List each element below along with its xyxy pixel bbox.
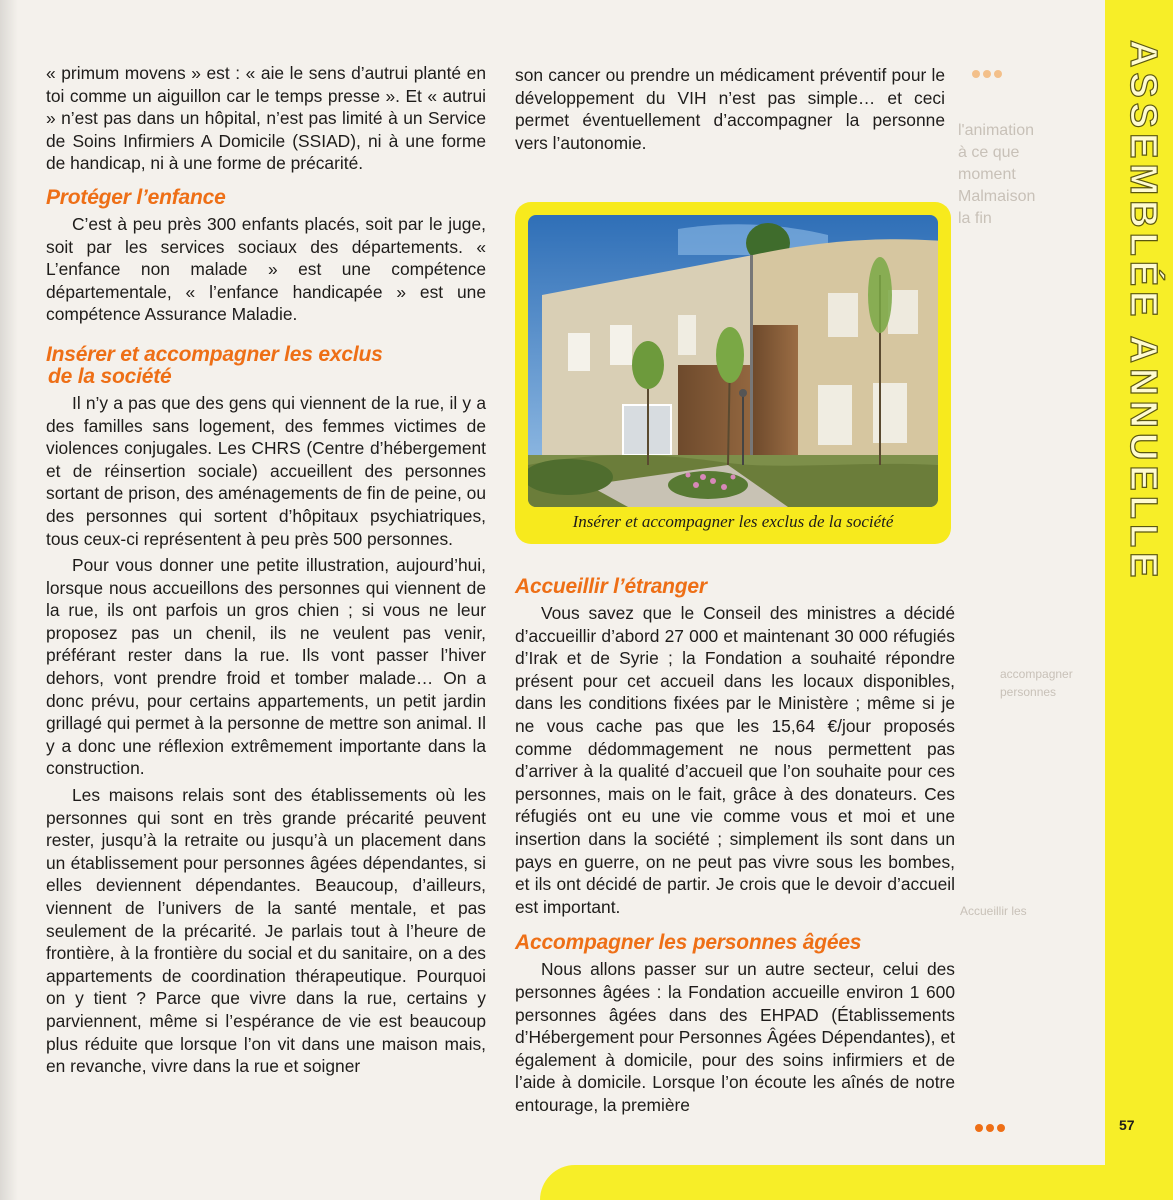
show-through-text: accompagner personnes (1000, 667, 1073, 699)
paragraph: Les maisons relais sont des établissements où les personnes qui sont en très grande précarité peuvent rester, jusqu’à la retraite ou jusqu’à un placement dans un établissement pour personnes âgées dépendantes, si elles deviennent dépendantes. Beaucoup, d’ailleurs, viennent de l’univers de la santé mentale, et pas seulement de la précarité. Je parlais tout à l’heure de frontière, à la frontière du social et du sanitaire, on a des appartements de coordination thérapeutique. Pourquoi on y tient ? Parce que vivre dans la rue, certains y parviennent, même si l’espérance de vie est beaucoup plus réduite que lorsque l’on vit dans une maison mais, en revanche, vivre dans la rue et soigner (46, 785, 486, 1077)
heading-line: Insérer et accompagner les exclus (46, 342, 383, 366)
building-photo (528, 215, 938, 507)
page-number: 57 (1119, 1117, 1135, 1133)
paragraph: Il n’y a pas que des gens qui viennent de la rue, il y a des familles sans logement, des femmes victimes de violences conjugales. Les CHRS (Centre d’hébergement et de réinsertion sociale) accueillent des personnes sortant de prison, des aménagements de fin de peine, ou des personnes qui sortent d’hôpitaux psychiatriques, tous ceux-ci représentent à peu près 500 personnes. (46, 392, 486, 549)
continuation-paragraph: son cancer ou prendre un médicament préventif pour le développement du VIH n’est pas simple… et ceci permet éventuellement d’accompagner la personne vers l’autonomie. (515, 65, 945, 153)
photo-frame (515, 202, 951, 544)
right-column-bottom (515, 576, 955, 1120)
side-band-title-text: ASSEMBLÉE ANNUELLE (1122, 40, 1164, 583)
heading-personnes-agees: Accompagner les personnes âgées (515, 931, 862, 955)
side-band-title (1098, 40, 1173, 660)
paragraph: Nous allons passer sur un autre secteur, celui des personnes âgées : la Fondation accueille environ 1 600 personnes âgées dans des EHPAD (Établissements d’Hébergement pour Personnes Âgées Dépendantes), et également à domicile, pour des soins infirmiers et de l’aide à domicile. Lorsque l’on écoute les aînés de notre entourage, la première (515, 959, 955, 1115)
bottom-band (540, 1165, 1173, 1200)
left-column (46, 62, 486, 1082)
heading-line: de la société (48, 364, 172, 388)
page-fold-shadow (0, 0, 18, 1200)
paragraph: C’est à peu près 300 enfants placés, soit par le juge, soit par les services sociaux des départements. « L’enfance non malade » est une compétence départementale, « l’enfance handicapée » est une compétence Assurance Maladie. (46, 213, 486, 325)
decorative-dots (975, 1124, 1005, 1132)
intro-paragraph: « primum movens » est : « aie le sens d’autrui planté en toi comme un aiguillon car le temps presse ». Et « autrui » n’est pas dans un hôpital, n’est pas limité à un Service de Soins Infirmiers A Domicile (SSIAD), ni à une forme de handicap, ni à une forme de précarité. (46, 63, 486, 174)
right-column-top (515, 64, 945, 158)
heading-accueillir-etranger: Accueillir l’étranger (515, 575, 707, 598)
decorative-dots (972, 70, 1002, 78)
heading-inserer-accompagner (46, 344, 486, 388)
paragraph: Vous savez que le Conseil des ministres a décidé d’accueillir d’abord 27 000 et maintenant 30 000 réfugiés d’Irak et de Syrie ; la Fondation a souhaité répondre présent pour cet accueil dans les locaux disponibles, dans les conditions fixées par le Ministère ; même si je ne vous cache pas que les 15,64 €/jour proposés comme dédommagement ne nous permettent pas d’arriver à la qualité d’accueil que l’on souhaite pour ces personnes, mais on le fait, grâce à des donateurs. Ces réfugiés ont eu une vie comme vous et moi et une insertion dans la société ; simplement ils sont dans un pays en guerre, on ne peut pas vivre sous les bombes, et ils ont décidé de partir. Je crois que le devoir d’accueil est important. (515, 603, 955, 917)
show-through-text: l'animation à ce que moment Malmaison la fin (958, 122, 1036, 227)
photo-caption: Insérer et accompagner les exclus de la société (572, 512, 894, 531)
paragraph: Pour vous donner une petite illustration, aujourd’hui, lorsque nous accueillons des personnes qui viennent de la rue, ils ont parfois un gros chien ; si vous ne leur proposez pas un chenil, ils ne veulent pas venir, préférant rester dans la rue. Ils vont passer l’hiver dehors, vont prendre froid et tomber malade… On a donc prévu, pour certains appartements, un petit jardin grillagé qui permet à la personne de mettre son animal. Il y a donc une réflexion extrêmement importante dans la construction. (46, 555, 486, 779)
heading-proteger-enfance: Protéger l’enfance (46, 185, 226, 209)
show-through-text: Accueillir les (960, 904, 1027, 918)
